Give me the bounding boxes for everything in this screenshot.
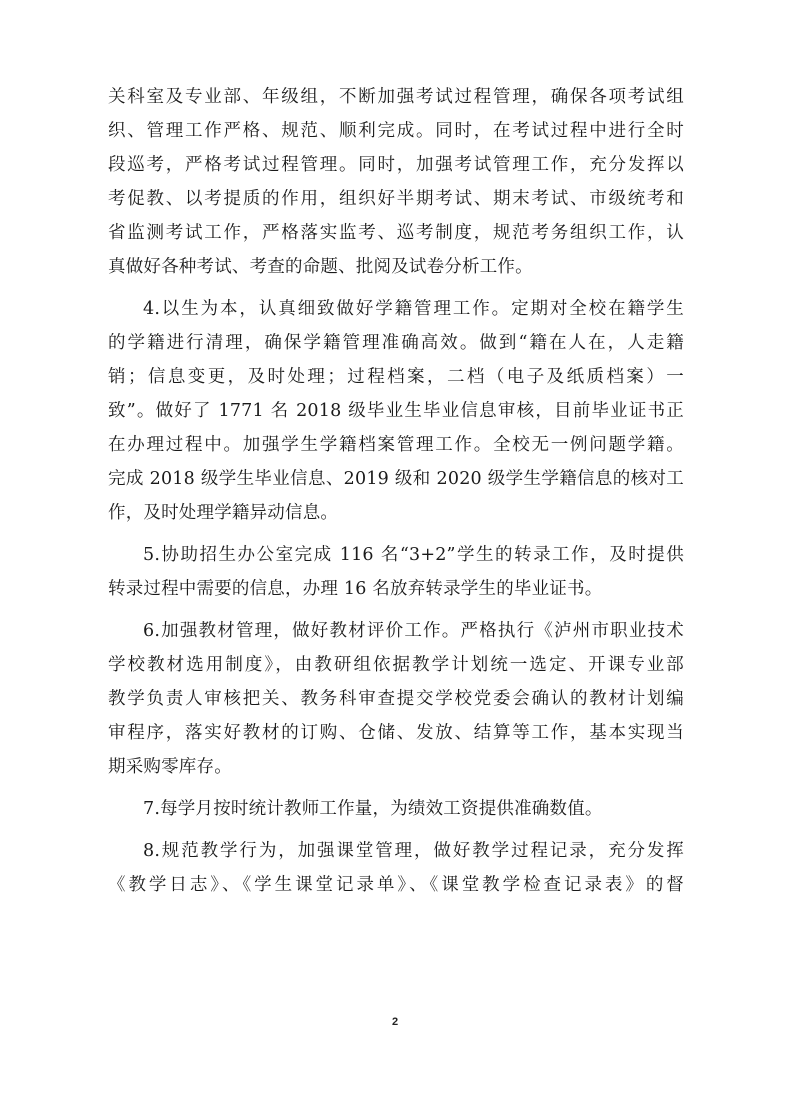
text-line: 真做好各种考试、考查的命题、批阅及试卷分析工作。 [108,257,533,277]
paragraph-textbook-management [108,614,684,784]
text-line: 完成 2018 级学生毕业信息、2019 级和 2020 级学生学籍信息的核对工 [108,469,684,489]
text-line: 《教学日志》、《学生课堂记录单》、《课堂教学检查记录表》的督 [108,875,684,895]
text-line: 5.协助招生办公室完成 116 名“3+2”学生的转录工作，及时提供 [143,545,684,565]
text-line: 8.规范教学行为，加强课堂管理，做好教学过程记录，充分发挥 [143,841,684,861]
text-line: 转录过程中需要的信息，办理 16 名放弃转录学生的毕业证书。 [108,579,603,599]
text-line: 省监测考试工作，严格落实监考、巡考制度，规范考务组织工作，认 [108,223,684,243]
text-line: 致”。做好了 1771 名 2018 级毕业生毕业信息审核，目前毕业证书正 [108,401,684,421]
paragraph-student-records [108,292,684,530]
text-line: 销；信息变更，及时处理；过程档案，二档（电子及纸质档案）一 [108,367,684,387]
text-line: 关科室及专业部、年级组，不断加强考试过程管理，确保各项考试组 [108,87,684,107]
paragraph-teacher-workload [108,792,684,826]
text-line: 的学籍进行清理，确保学籍管理准确高效。做到“籍在人在，人走籍 [108,333,684,353]
text-line: 期采购零库存。 [108,757,232,777]
paragraph-exam-management [108,80,684,284]
text-line: 作，及时处理学籍异动信息。 [108,503,339,523]
text-line: 学校教材选用制度》，由教研组依据教学计划统一选定、开课专业部 [108,655,684,675]
text-line: 7.每学月按时统计教师工作量，为绩效工资提供准确数值。 [143,799,603,819]
text-line: 4.以生为本，认真细致做好学籍管理工作。定期对全校在籍学生 [143,299,684,319]
text-line: 审程序，落实好教材的订购、仓储、发放、结算等工作，基本实现当 [108,723,684,743]
text-line: 考促教、以考提质的作用，组织好半期考试、期末考试、市级统考和 [108,189,684,209]
document-body [108,80,684,902]
text-line: 6.加强教材管理，做好教材评价工作。严格执行《泸州市职业技术 [143,621,684,641]
text-line: 段巡考，严格考试过程管理。同时，加强考试管理工作，充分发挥以 [108,155,684,175]
text-line: 教学负责人审核把关、教务科审查提交学校党委会确认的教材计划编 [108,689,684,709]
text-line: 在办理过程中。加强学生学籍档案管理工作。全校无一例问题学籍。 [108,435,684,455]
page-number: 2 [391,1016,399,1028]
paragraph-teaching-behavior [108,834,684,902]
text-line: 织、管理工作严格、规范、顺利完成。同时，在考试过程中进行全时 [108,121,684,141]
paragraph-enrollment-transfer [108,538,684,606]
